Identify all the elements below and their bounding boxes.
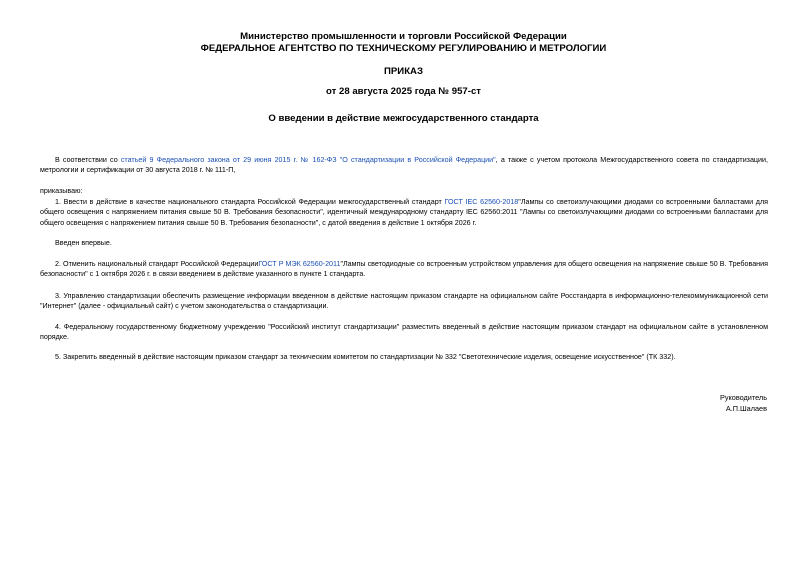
item-1-text-end: "Лампы со светоизлучающими диодами со встроенными балластами для общего освещения с напряжением питания свыше 50 В. Требования безопасности", идентичный международному стандарту IEC 62560:2011 "Лампы со светоизлучающими диодами со встроенными балластами для общего освещения с напряжением питания свыше 50 В. Требования безопасности", с датой введения в действие 1 октября 2026 г. [40, 198, 769, 227]
preamble-text-end: , а также с учетом протокола Межгосударственного совета по стандартизации, метрологии и сертификации от 30 августа 2018 г. № 111-П, [40, 156, 768, 175]
doc-title: О введении в действие межгосударственного стандарта [268, 113, 539, 124]
item-2-text-start: 2. Отменить национальный стандарт Российской Федерации [55, 260, 259, 268]
doc-type: ПРИКАЗ [384, 66, 423, 77]
item-1-text-start: 1. Ввести в действие в качестве национального стандарта Российской Федерации межгосударственный стандарт [55, 198, 445, 206]
gost-r-iec-62560-2011-link[interactable]: ГОСТ Р МЭК 62560-2011 [258, 260, 341, 268]
item-4-paragraph: 4. Федеральному государственному бюджетному учреждению "Российский институт стандартизации" разместить введенный в действие настоящим приказом стандарт на официальном сайте в установленном порядке. [40, 323, 768, 342]
agency-name: ФЕДЕРАЛЬНОЕ АГЕНТСТВО ПО ТЕХНИЧЕСКОМУ РЕГУЛИРОВАНИЮ И МЕТРОЛОГИИ [200, 43, 607, 54]
first-time-note: Введен впервые. [55, 239, 112, 247]
gost-iec-62560-2018-link[interactable]: ГОСТ IEC 62560-2018 [444, 198, 519, 206]
signature-role: Руководитель [719, 393, 767, 402]
preamble-text-start: В соответствии со [55, 156, 121, 164]
order-word: приказываю: [40, 187, 83, 195]
item-3-paragraph: 3. Управлению стандартизации обеспечить размещение информации введенном в действие настоящим приказом стандарте на официальном сайте Росстандарта в информационно-телекоммуникационной сети "Интернет" (далее - официальный сайт) с учетом законодательства о стандартизации. [40, 292, 768, 311]
federal-law-link[interactable]: статьей 9 Федерального закона от 29 июня 2015 г. № 162-ФЗ "О стандартизации в Российской Федерации" [120, 156, 496, 164]
item-2-text-end: "Лампы светодиодные со встроенным устройством управления для общего освещения на напряжение свыше 50 В. Требования безопасности" с 1 октября 2026 г. в связи введением в действие указанного в пункте 1 стандарта. [40, 260, 768, 279]
item-2-paragraph [40, 259, 768, 280]
ministry-name: Министерство промышленности и торговли Российской Федерации [240, 31, 567, 42]
doc-date-number: от 28 августа 2025 года № 957-ст [326, 86, 481, 97]
item-5-paragraph: 5. Закрепить введенный в действие настоящим приказом стандарт за техническим комитетом по стандартизации № 332 "Светотехнические изделия, освещение искусственное" (ТК 332). [55, 353, 676, 361]
preamble-paragraph [40, 155, 768, 176]
signature-name: А.П.Шалаев [725, 404, 767, 413]
item-1-paragraph [40, 197, 768, 228]
